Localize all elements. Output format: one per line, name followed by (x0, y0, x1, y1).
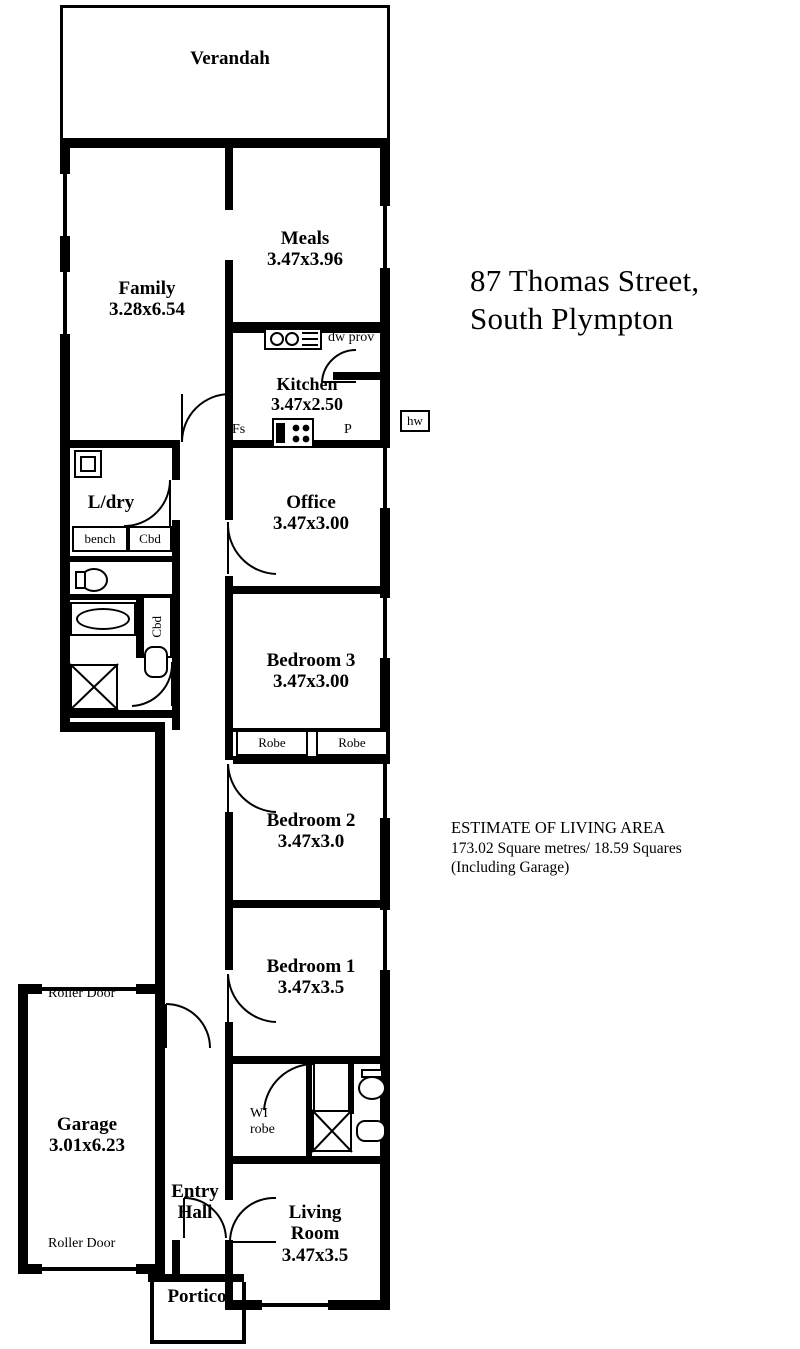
wall-bed1-left (225, 1022, 233, 1060)
fs-label: Fs (232, 422, 246, 437)
ensuite-toilet-icon (352, 1066, 392, 1106)
roller-door-bottom-label: Roller Door (48, 1236, 116, 1251)
bath-shower-cross-icon (70, 664, 118, 710)
label-living-room: Living Room 3.47x3.5 (281, 1202, 349, 1266)
door-bedroom-2 (226, 762, 278, 814)
wc-toilet-icon (70, 560, 116, 596)
label-meals: Meals 3.47x3.96 (267, 228, 343, 271)
label-office: Office 3.47x3.00 (273, 492, 349, 535)
window-left-1 (63, 174, 67, 236)
label-kitchen: Kitchen 3.47x2.50 (271, 374, 343, 415)
wall-bed3-left (225, 590, 233, 760)
title-line-1: 87 Thomas Street, (470, 263, 700, 298)
wall-family-laundry (70, 440, 180, 448)
portico-wall-bottom (150, 1340, 246, 1344)
wall-office-bed3 (233, 586, 390, 594)
house-wall-left-2 (60, 236, 70, 272)
kitchen-sink-bowls-icon (264, 328, 322, 350)
wall-bed2-left-1 (225, 812, 233, 910)
label-bedroom-3: Bedroom 3 3.47x3.00 (266, 650, 356, 693)
verandah-wall-top (60, 5, 390, 8)
robe-left: Robe (236, 730, 308, 756)
house-wall-bottom-2 (328, 1300, 390, 1310)
house-wall-left-1 (60, 138, 70, 174)
garage-wall-bottom-1 (18, 1264, 42, 1274)
label-bedroom-2: Bedroom 2 3.47x3.0 (266, 810, 356, 853)
garage-roller-door-bottom-opening (42, 1267, 136, 1271)
wall-bed2-bed1 (233, 900, 390, 908)
laundry-tub-inner (80, 456, 96, 472)
laundry-cupboard: Cbd (128, 526, 172, 552)
laundry-bench: bench (72, 526, 128, 552)
estimate-line-2: (Including Garage) (451, 859, 570, 876)
wall-hall-left-1 (172, 440, 180, 480)
door-family-hall (180, 392, 230, 444)
label-family: Family 3.28x6.54 (109, 278, 185, 321)
garage-wall-top-1 (18, 984, 42, 994)
bathtub-inner (76, 608, 130, 630)
ensuite-shower-cross-icon (312, 1110, 352, 1152)
title-line-2: South Plympton (470, 300, 674, 336)
wall-office-left-2 (225, 576, 233, 590)
wall-kitchen-bottom-2 (315, 440, 390, 448)
door-bathroom (130, 660, 174, 708)
house-wall-mid-step (60, 722, 165, 732)
estimate-line-1: 173.02 Square metres/ 18.59 Squares (451, 839, 682, 857)
wall-office-left-1 (225, 448, 233, 520)
door-ensuite (262, 1062, 316, 1112)
window-right-4 (383, 758, 387, 818)
entry-wall (172, 1240, 180, 1280)
wall-ensuite-living (233, 1156, 390, 1164)
dw-prov-label: dw prov (328, 330, 375, 345)
window-left-2 (63, 272, 67, 334)
estimate-heading: ESTIMATE OF LIVING AREA (451, 818, 666, 837)
house-wall-top (60, 138, 390, 148)
wall-meals-family-1 (225, 148, 233, 210)
wall-bed2-left-2 (225, 910, 233, 970)
house-wall-right-1 (380, 138, 390, 206)
portico-wall-top (148, 1274, 244, 1282)
hw-unit: hw (400, 410, 430, 432)
verandah-wall-right (387, 5, 390, 145)
wall-wirobe-left (225, 1060, 233, 1160)
window-right-3 (383, 598, 387, 658)
label-garage: Garage 3.01x6.23 (49, 1114, 125, 1157)
cooktop-burners-icon (272, 418, 314, 448)
ensuite-basin (356, 1120, 386, 1142)
verandah-wall-left (60, 5, 63, 145)
house-wall-left-5 (155, 722, 165, 992)
bath-cupboard: Cbd (142, 596, 172, 658)
wi-robe-label: WI robe (250, 1106, 275, 1138)
page-title (470, 262, 790, 338)
label-portico: Portico (167, 1286, 227, 1307)
house-wall-left-3 (60, 334, 70, 444)
label-laundry: L/dry (87, 492, 135, 513)
label-verandah: Verandah (190, 48, 270, 69)
p-label: P (344, 422, 352, 437)
roller-door-top-label: Roller Door (48, 986, 116, 1001)
house-wall-left-4 (60, 444, 70, 730)
door-garage-internal (164, 1002, 212, 1050)
wall-hall-left-2 (172, 520, 180, 580)
window-bottom-living (262, 1303, 328, 1307)
estimate-block (451, 818, 781, 877)
window-right-1 (383, 206, 387, 268)
label-entry-hall: Entry Hall (171, 1181, 219, 1223)
robe-right: Robe (316, 730, 388, 756)
label-bedroom-1: Bedroom 1 3.47x3.5 (266, 956, 356, 999)
wall-bath-bottom (70, 710, 172, 718)
